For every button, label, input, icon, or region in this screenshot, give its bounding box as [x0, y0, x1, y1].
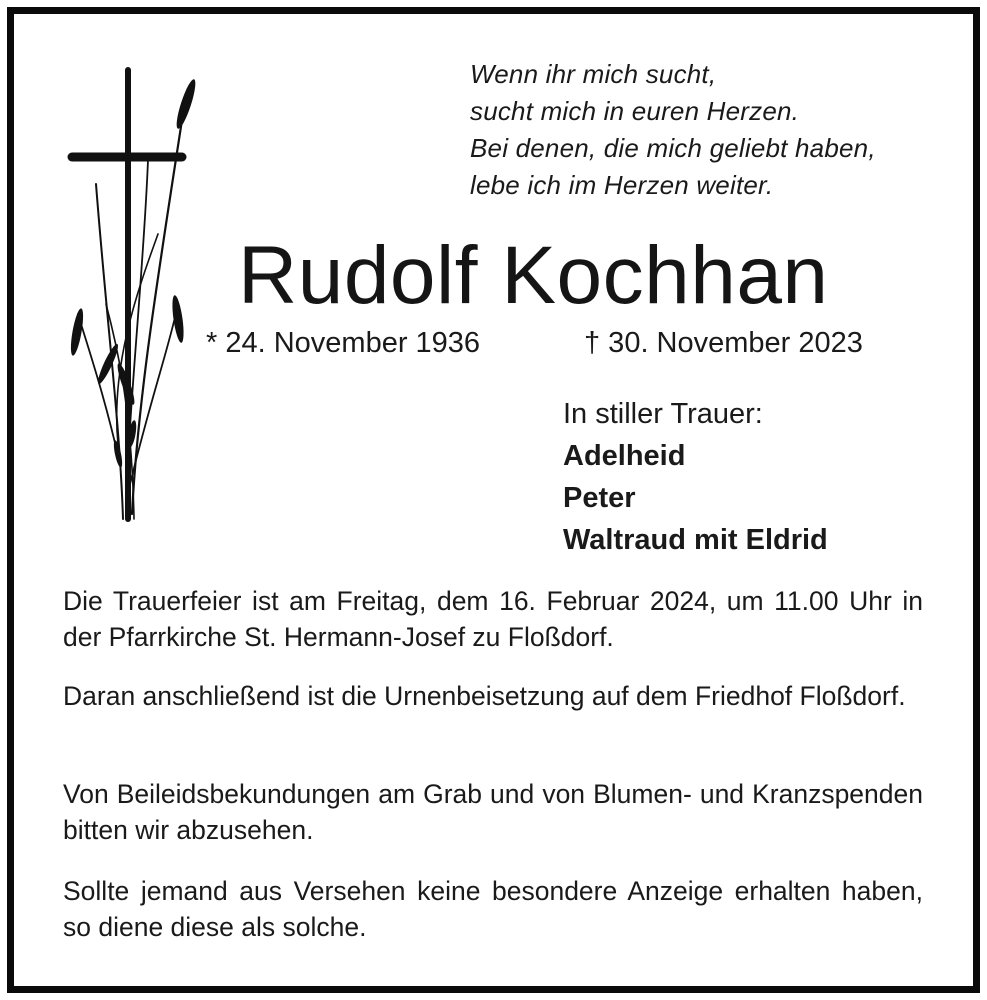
cross-with-wheat-icon	[60, 64, 210, 524]
funeral-service-paragraph: Die Trauerfeier ist am Freitag, dem 16. Februar 2024, um 11.00 Uhr in der Pfarrkirche St. Hermann-Josef zu Floßdorf.	[63, 586, 923, 652]
poem-line: Wenn ihr mich sucht,	[470, 59, 717, 89]
poem	[470, 56, 876, 204]
urn-burial-paragraph: Daran anschließend ist die Urnenbeisetzung auf dem Friedhof Floßdorf.	[63, 681, 906, 711]
mourners-intro: In stiller Trauer:	[563, 398, 763, 430]
poem-line: sucht mich in euren Herzen.	[470, 96, 800, 126]
notice-paragraph: Sollte jemand aus Versehen keine besondere Anzeige erhalten haben, so diene diese als solche.	[63, 876, 923, 942]
poem-line: lebe ich im Herzen weiter.	[470, 170, 774, 200]
mourners-block	[563, 393, 828, 561]
mourner-name: Waltraud mit Eldrid	[563, 524, 828, 556]
birth-date: * 24. November 1936	[206, 327, 481, 359]
deceased-name: Rudolf Kochhan	[238, 230, 829, 321]
condolences-paragraph: Von Beileidsbekundungen am Grab und von Blumen- und Kranzspenden bitten wir abzusehen.	[63, 779, 923, 845]
poem-line: Bei denen, die mich geliebt haben,	[470, 133, 876, 163]
death-date: † 30. November 2023	[584, 327, 863, 359]
mourner-name: Peter	[563, 482, 636, 514]
mourner-name: Adelheid	[563, 440, 686, 472]
